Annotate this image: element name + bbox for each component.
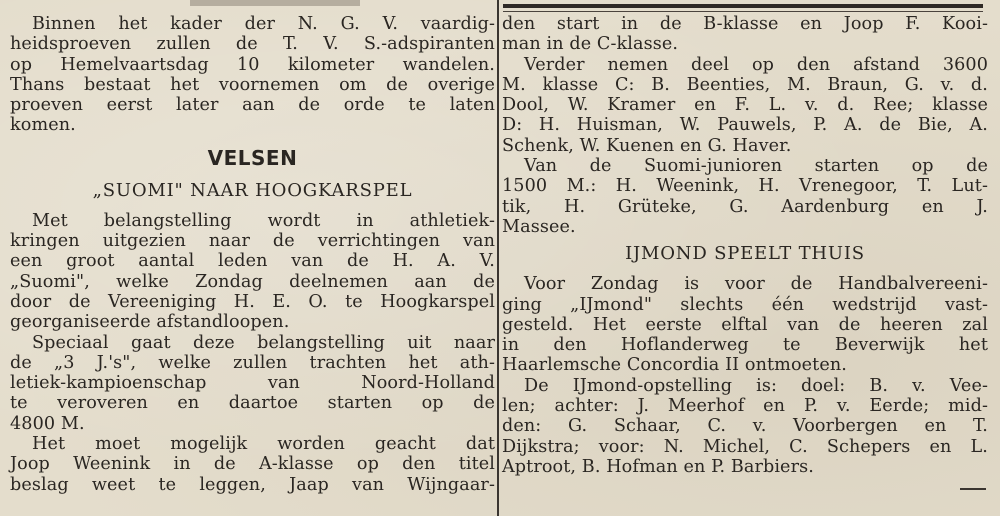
text-line: D: H. Huisman, W. Pauwels, P. A. de Bie, A. (502, 115, 988, 136)
text-line: Speciaal gaat deze belangstelling uit naar (32, 332, 495, 353)
text-line: Schenk, W. Kuenen en G. Haver. (502, 135, 792, 156)
text-line: Van de Suomi-junioren starten op de (524, 156, 988, 177)
paragraph (10, 434, 495, 495)
text-line: Verder nemen deel op den afstand 3600 (524, 54, 988, 75)
text-line: te veroveren en daartoe starten op de (10, 393, 495, 414)
text-line: 1500 M.: H. Weenink, H. Vrenegoor, T. Lut- (502, 176, 988, 197)
text-line: tik, H. Grüteke, G. Aardenburg en J. (502, 196, 988, 217)
text-line: letiek-kampioenschap van Noord-Holland (10, 373, 495, 394)
text-line: Joop Weenink in de A-klasse op den titel (10, 454, 495, 475)
text-line: Met belangstelling wordt in athletiek- (32, 210, 495, 231)
text-line: man in de C-klasse. (502, 34, 679, 55)
top-rule-thin (503, 11, 983, 12)
text-line: heidsproeven zullen de T. V. S.-adspiranten (10, 34, 495, 55)
text-line: Het moet mogelijk worden geacht dat (32, 434, 495, 455)
text-line: komen. (10, 115, 76, 136)
text-line: beslag weet te leggen, Jaap van Wijngaar- (10, 474, 495, 495)
paragraph (502, 156, 988, 237)
text-line: door de Vereeniging H. E. O. te Hoogkarspel (10, 291, 495, 312)
text-line: Dool, W. Kramer en F. L. v. d. Ree; klasse (502, 95, 988, 116)
paragraph (502, 14, 988, 55)
section-heading: VELSEN (207, 145, 298, 170)
column-divider (497, 0, 499, 516)
text-line: Thans bestaat het voornemen om de overige (10, 74, 495, 95)
text-line: kringen uitgezien naar de verrichtingen van (10, 231, 495, 252)
text-line: den: G. Schaar, C. v. Voorbergen en T. (502, 416, 988, 437)
text-line: Dijkstra; voor: N. Michel, C. Schepers en L. (502, 436, 988, 457)
text-line: georganiseerde afstandloopen. (10, 312, 290, 333)
paragraph (502, 274, 988, 375)
end-of-article-rule (960, 488, 986, 490)
paragraph (10, 211, 495, 333)
paragraph (502, 55, 988, 156)
right-column (502, 14, 988, 477)
top-rule-thick (503, 4, 983, 8)
text-line: Voor Zondag is voor de Handbalvereeni- (524, 274, 988, 295)
text-line: in den Hoflanderweg te Beverwijk het (502, 335, 988, 356)
text-line: Binnen het kader der N. G. V. vaardig- (32, 14, 495, 34)
text-line: den start in de B-klasse en Joop F. Kooi- (502, 14, 988, 34)
text-line: gesteld. Het eerste elftal van de heeren zal (502, 314, 988, 335)
text-line: op Hemelvaartsdag 10 kilometer wandelen. (10, 54, 495, 75)
intro-paragraph (10, 14, 495, 136)
paragraph (502, 376, 988, 477)
text-line: De IJmond-opstelling is: doel: B. v. Vee- (524, 375, 988, 396)
cut-off-heading (190, 0, 360, 6)
text-line: M. klasse C: B. Beenties, M. Braun, G. v. d. (502, 74, 988, 95)
paragraph (10, 333, 495, 434)
text-line: Massee. (502, 216, 576, 237)
text-line: ging „IJmond" slechts één wedstrijd vast- (502, 294, 988, 315)
left-column (10, 14, 495, 495)
text-line: Aptroot, B. Hofman en P. Barbiers. (502, 456, 814, 477)
text-line: de „3 J.'s", welke zullen trachten het ath- (10, 352, 495, 373)
text-line: len; achter: J. Meerhof en P. v. Eerde; mid- (502, 396, 988, 417)
text-line: „Suomi", welke Zondag deelnemen aan de (10, 271, 495, 292)
article-heading: „SUOMI" NAAR HOOGKARSPEL (92, 179, 413, 201)
text-line: Haarlemsche Concordia II ontmoeten. (502, 355, 847, 376)
text-line: een groot aantal leden van de H. A. V. (10, 251, 495, 272)
text-line: proeven eerst later aan de orde te laten (10, 95, 495, 116)
text-line: 4800 M. (10, 413, 85, 434)
article-heading: IJMOND SPEELT THUIS (625, 243, 865, 265)
